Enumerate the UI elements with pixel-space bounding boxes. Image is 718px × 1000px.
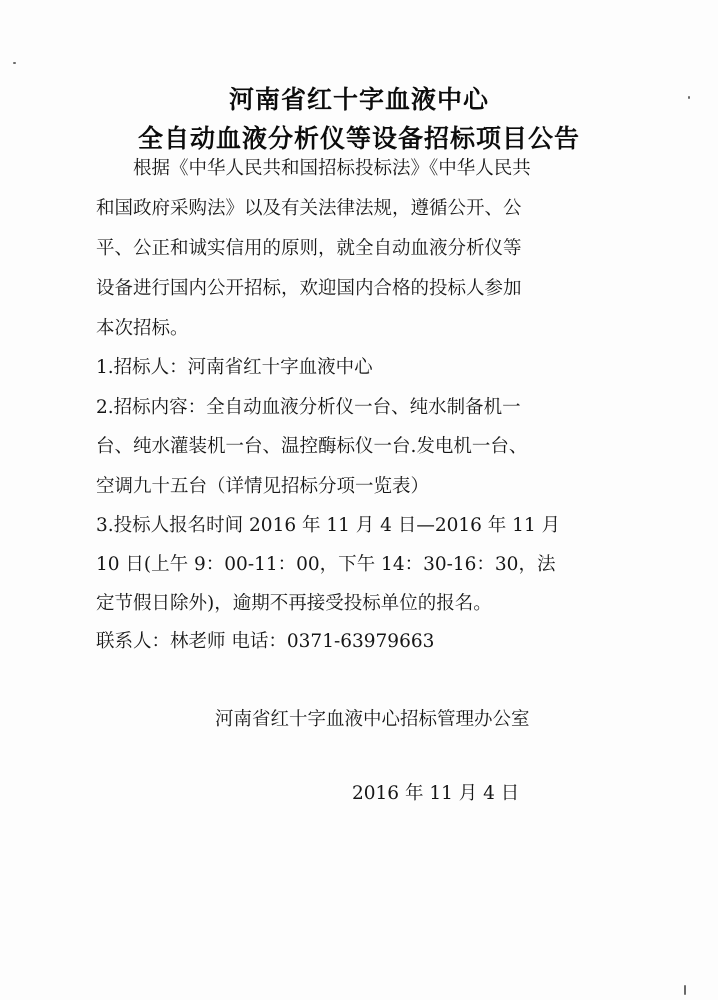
registration-time-line: 3.投标人报名时间 2016 年 11 月 4 日—2016 年 11 月 <box>96 515 561 536</box>
body-line: 10 日(上午 9：00-11：00，下午 14：30-16：30，法 <box>96 554 556 575</box>
body-line: 台、纯水灌装机一台、温控酶标仪一台.发电机一台、 <box>96 436 528 457</box>
body-line: 本次招标。 <box>96 318 189 339</box>
scan-speck <box>13 62 16 64</box>
body-line: 根据《中华人民共和国招标投标法》《中华人民共 <box>96 158 531 179</box>
contact-line: 联系人：林老师 电话：0371-63979663 <box>96 631 435 652</box>
body-line: 平、公正和诚实信用的原则，就全自动血液分析仪等 <box>96 238 522 259</box>
body-line: 空调九十五台（详情见招标分项一览表） <box>96 476 430 497</box>
document-title-line-2: 全自动血液分析仪等设备招标项目公告 <box>137 124 580 153</box>
document-title-line-1: 河南省红十字血液中心 <box>228 85 489 114</box>
scan-speck <box>688 96 690 99</box>
tenderer-line: 1.招标人：河南省红十字血液中心 <box>96 357 373 378</box>
tender-content-line: 2.招标内容：全自动血液分析仪一台、纯水制备机一 <box>96 397 521 418</box>
issuer-signature: 河南省红十字血液中心招标管理办公室 <box>215 709 530 730</box>
issue-date: 2016 年 11 月 4 日 <box>352 783 520 804</box>
scan-speck <box>684 985 686 995</box>
body-line: 和国政府采购法》以及有关法律法规，遵循公开、公 <box>96 198 522 219</box>
body-line: 定节假日除外)，逾期不再接受投标单位的报名。 <box>96 593 492 614</box>
body-line: 设备进行国内公开招标，欢迎国内合格的投标人参加 <box>96 278 522 299</box>
